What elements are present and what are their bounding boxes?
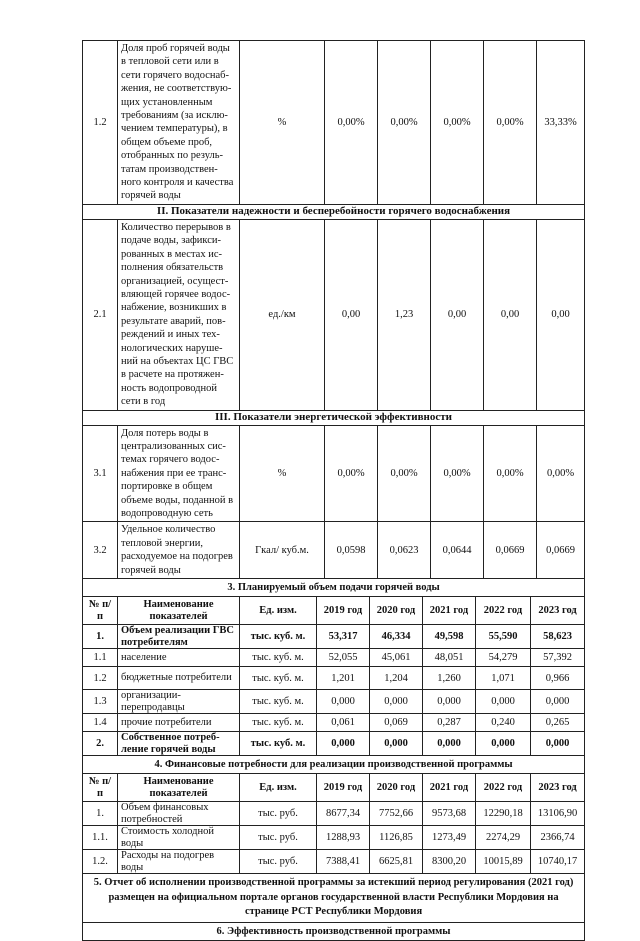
value-cell: 1126,85 [370,826,423,850]
value-cell: 0,000 [370,732,423,756]
indicator-description: Доля проб горячей воды в тепловой сети или в сети горячего водоснаб-жения, не соответствую-щих установленным требованиям (за исклю-чением температуры), в общем объеме проб, отобранных по резуль-татам производствен-ного контроля и качества горячей воды [118,41,240,205]
value-cell: 0,00% [378,41,431,205]
column-header: 2023 год [531,774,585,802]
row-label: прочие потребители [118,714,240,732]
value-cell: 0,00% [484,41,537,205]
table-row [83,690,585,714]
value-cell: 0,000 [423,690,476,714]
report-section-row [83,874,585,923]
column-header: 2021 год [423,597,476,625]
value-cell: 0,000 [476,690,531,714]
indicators-table [82,40,585,579]
value-cell: 49,598 [423,625,476,649]
unit-cell: тыс. руб. [240,850,317,874]
value-cell: 58,623 [531,625,585,649]
row-label: бюджетные потребители [118,667,240,690]
value-cell: 1,204 [370,667,423,690]
value-cell: 55,590 [476,625,531,649]
value-cell: 33,33% [537,41,585,205]
value-cell: 13106,90 [531,802,585,826]
table-row [83,714,585,732]
value-cell: 2274,29 [476,826,531,850]
value-cell: 0,000 [317,690,370,714]
column-header: 2019 год [317,774,370,802]
value-cell: 0,00% [537,425,585,522]
column-header: Наименование показателей [118,597,240,625]
value-cell: 0,00% [325,41,378,205]
table-row [83,850,585,874]
value-cell: 8300,20 [423,850,476,874]
row-label: Расходы на подогрев воды [118,850,240,874]
column-header: 2020 год [370,597,423,625]
row-label: Собственное потреб-ление горячей воды [118,732,240,756]
value-cell: 0,069 [370,714,423,732]
table-row [83,826,585,850]
unit-cell: тыс. куб. м. [240,690,317,714]
value-cell: 52,055 [317,649,370,667]
row-number: 3.1 [83,425,118,522]
value-cell: 54,279 [476,649,531,667]
row-number: 1.3 [83,690,118,714]
column-header: Ед. изм. [240,774,317,802]
supply-volume-table [82,578,585,756]
document-page [82,40,584,941]
value-cell: 1,23 [378,219,431,410]
column-header: 2023 год [531,597,585,625]
unit-cell: % [240,41,325,205]
value-cell: 53,317 [317,625,370,649]
table-row [83,522,585,579]
value-cell: 9573,68 [423,802,476,826]
section-heading: 6. Эффективность производственной программы [83,922,585,940]
value-cell: 48,051 [423,649,476,667]
row-number: 1.2 [83,667,118,690]
unit-cell: тыс. куб. м. [240,732,317,756]
row-label: Стоимость холодной воды [118,826,240,850]
value-cell: 0,0669 [537,522,585,579]
row-number: 1. [83,802,118,826]
section-heading-row [83,204,585,219]
value-cell: 10015,89 [476,850,531,874]
value-cell: 0,0623 [378,522,431,579]
value-cell: 0,000 [531,732,585,756]
value-cell: 6625,81 [370,850,423,874]
section-heading-row [83,922,585,940]
value-cell: 1288,93 [317,826,370,850]
unit-cell: тыс. руб. [240,802,317,826]
value-cell: 0,00 [431,219,484,410]
value-cell: 0,265 [531,714,585,732]
financial-needs-table [82,755,585,941]
value-cell: 1273,49 [423,826,476,850]
value-cell: 8677,34 [317,802,370,826]
table-row [83,667,585,690]
value-cell: 0,000 [531,690,585,714]
table-row [83,625,585,649]
value-cell: 0,00% [378,425,431,522]
value-cell: 57,392 [531,649,585,667]
row-number: 1.4 [83,714,118,732]
row-label: Объем финансовых потребностей [118,802,240,826]
value-cell: 12290,18 [476,802,531,826]
value-cell: 0,966 [531,667,585,690]
row-number: 2.1 [83,219,118,410]
table-title: 3. Планируемый объем подачи горячей воды [83,579,585,597]
table-row [83,425,585,522]
value-cell: 1,260 [423,667,476,690]
value-cell: 7388,41 [317,850,370,874]
table-title: 4. Финансовые потребности для реализации производственной программы [83,756,585,774]
indicator-description: Удельное количество тепловой энергии, расходуемое на подогрев горячей воды [118,522,240,579]
row-number: 1.1 [83,649,118,667]
value-cell: 1,071 [476,667,531,690]
value-cell: 0,240 [476,714,531,732]
row-number: 1. [83,625,118,649]
value-cell: 10740,17 [531,850,585,874]
table-row [83,649,585,667]
value-cell: 7752,66 [370,802,423,826]
section-heading-row [83,410,585,425]
value-cell: 0,000 [317,732,370,756]
column-header: 2022 год [476,597,531,625]
indicator-description: Количество перерывов в подаче воды, зафикси-рованных в местах ис-полнения обязательств организацией, осущест-вляющей горячее водос-набжение, возникших в результате аварий, пов-реждений и иных тех-нологических наруше-ний на объектах ЦС ГВС в расчете на протяжен-ность водопроводной сети в год [118,219,240,410]
table-row [83,802,585,826]
value-cell: 0,00% [484,425,537,522]
section-heading: II. Показатели надежности и бесперебойности горячего водоснабжения [83,204,585,219]
table-row [83,732,585,756]
row-number: 2. [83,732,118,756]
value-cell: 0,000 [476,732,531,756]
value-cell: 2366,74 [531,826,585,850]
unit-cell: тыс. куб. м. [240,667,317,690]
row-number: 3.2 [83,522,118,579]
unit-cell: тыс. руб. [240,826,317,850]
value-cell: 46,334 [370,625,423,649]
value-cell: 0,061 [317,714,370,732]
unit-cell: ед./км [240,219,325,410]
column-header: № п/п [83,774,118,802]
unit-cell: тыс. куб. м. [240,649,317,667]
value-cell: 0,0669 [484,522,537,579]
unit-cell: % [240,425,325,522]
table-row [83,219,585,410]
table-title-row [83,756,585,774]
column-header: 2020 год [370,774,423,802]
column-header: 2021 год [423,774,476,802]
value-cell: 45,061 [370,649,423,667]
report-section-text: 5. Отчет об исполнении производственной программы за истекший период регулирования (2021 год) размещен на официальном портале органов государственной власти Республики Мордовия на странице РСТ Республики Мордовия [83,874,585,923]
value-cell: 0,287 [423,714,476,732]
column-header: № п/п [83,597,118,625]
column-header: Ед. изм. [240,597,317,625]
row-label: организации-перепродавцы [118,690,240,714]
unit-cell: тыс. куб. м. [240,625,317,649]
row-number: 1.2. [83,850,118,874]
unit-cell: тыс. куб. м. [240,714,317,732]
table-header-row [83,597,585,625]
value-cell: 1,201 [317,667,370,690]
table-row [83,41,585,205]
table-header-row [83,774,585,802]
unit-cell: Гкал/ куб.м. [240,522,325,579]
value-cell: 0,00% [431,425,484,522]
value-cell: 0,0644 [431,522,484,579]
column-header: 2022 год [476,774,531,802]
value-cell: 0,000 [423,732,476,756]
value-cell: 0,00 [325,219,378,410]
column-header: 2019 год [317,597,370,625]
indicator-description: Доля потерь воды в централизованных сис-темах горячего водос-набжения при ее транс-портировке в общем объеме воды, поданной в водопроводную сеть [118,425,240,522]
row-number: 1.1. [83,826,118,850]
value-cell: 0,00 [484,219,537,410]
value-cell: 0,0598 [325,522,378,579]
value-cell: 0,00% [431,41,484,205]
row-label: Объем реализации ГВС потребителям [118,625,240,649]
value-cell: 0,000 [370,690,423,714]
table-title-row [83,579,585,597]
section-heading: III. Показатели энергетической эффективности [83,410,585,425]
value-cell: 0,00% [325,425,378,522]
row-number: 1.2 [83,41,118,205]
value-cell: 0,00 [537,219,585,410]
row-label: население [118,649,240,667]
column-header: Наименование показателей [118,774,240,802]
